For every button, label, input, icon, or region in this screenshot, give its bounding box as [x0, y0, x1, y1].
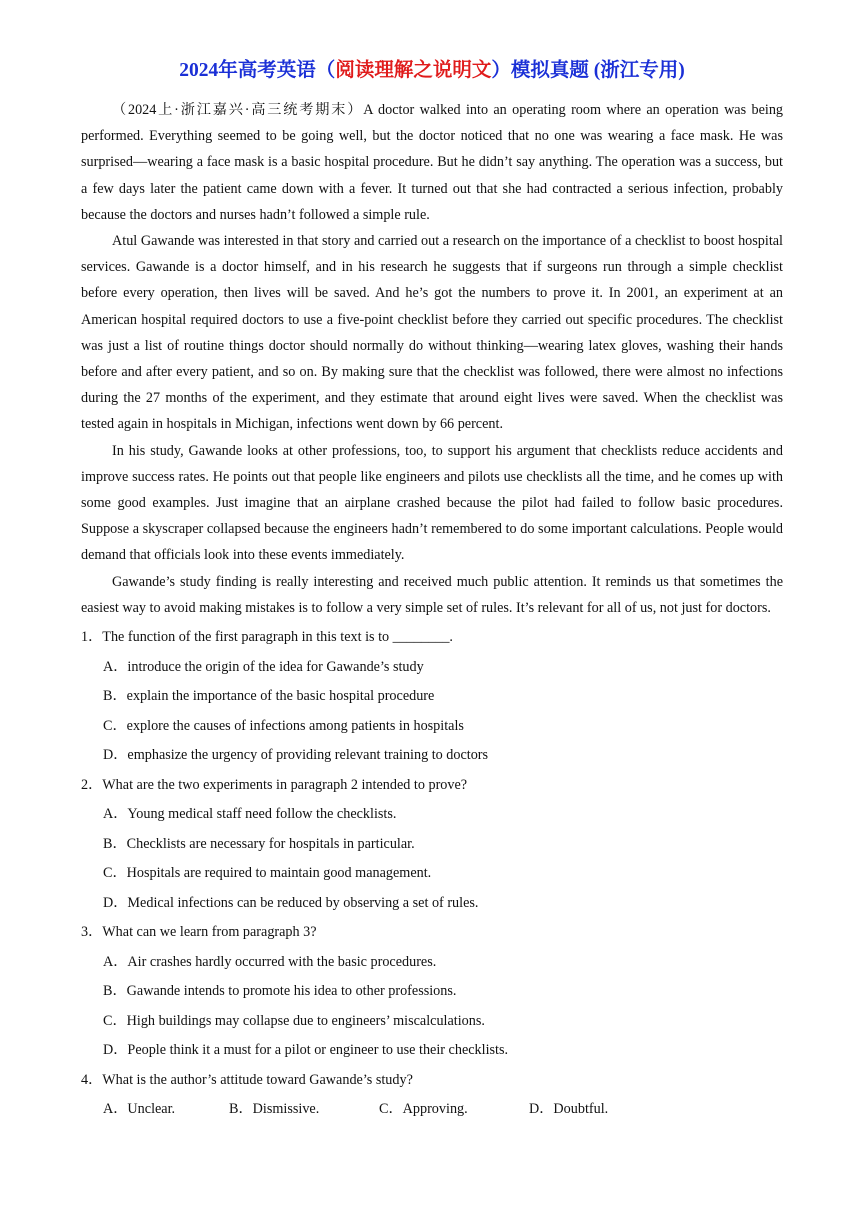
- option-d: D．Medical infections can be reduced by observing a set of rules.: [103, 894, 479, 911]
- option-a: A．Air crashes hardly occurred with the basic procedures.: [103, 953, 437, 970]
- title-part-2: 阅读理解之说明文: [335, 60, 492, 81]
- question-stem: 1．The function of the first paragraph in this text is to ________.: [81, 629, 453, 646]
- option-c: C．Hospitals are required to maintain good management.: [103, 865, 432, 882]
- option-b: B．explain the importance of the basic hospital procedure: [103, 688, 435, 705]
- paragraph-2: Atul Gawande was interested in that story and carried out a research on the importance of a checklist to boost hospital services. Gawande is a doctor himself, and in his research he suggests that if surgeons run through a simple checklist before every operation, then lives will be saved. And he’s got the numbers to prove it. In 2001, an experiment at an American hospital required doctors to use a five-point checklist before they carried out specific procedures. The checklist was just a list of routine things doctor should normally do without thinking—wearing latex gloves, washing their hands before and after every patient, and so on. By making sure that the checklist was followed, there were almost no infections during the 27 months of the experiment, and they estimate that around eight lives were saved. When the checklist was tested again in hospitals in Michigan, infections went down by 66 percent.: [81, 233, 783, 433]
- inline-option-row: [103, 1095, 783, 1125]
- paragraph-1-text: A doctor walked into an operating room where an operation was being performed. Everything seemed to be going well, but the doctor noticed that no one was wearing a face mask. He was surprised—wearing a face mask is a basic hospital procedure. But he didn’t say anything. The operation was a success, but a few days later the patient came down with a fever. It turned out that she had contracted a serious infection, probably because the doctors and nurses hadn’t followed a simple rule.: [81, 102, 784, 223]
- paragraph-1: [81, 97, 783, 228]
- reading-passage: [81, 97, 783, 621]
- option-d: D．Doubtful.: [529, 1101, 609, 1118]
- question-stem: 3．What can we learn from paragraph 3?: [81, 924, 317, 941]
- question-list: [81, 623, 783, 1125]
- option-a: A．introduce the origin of the idea for Gawande’s study: [103, 658, 424, 675]
- question-stem: 4．What is the author’s attitude toward Gawande’s study?: [81, 1071, 413, 1088]
- option-b: B．Gawande intends to promote his idea to other professions.: [103, 983, 457, 1000]
- source-label: （2024上·浙江嘉兴·高三统考期末）: [112, 102, 364, 118]
- option-a: A．Young medical staff need follow the checklists.: [103, 806, 397, 823]
- option-c: C．Approving.: [379, 1101, 468, 1118]
- question-3: [81, 918, 783, 1066]
- question-2: [81, 771, 783, 919]
- option-c: C．High buildings may collapse due to engineers’ miscalculations.: [103, 1012, 485, 1029]
- question-1: [81, 623, 783, 771]
- option-b: B．Checklists are necessary for hospitals in particular.: [103, 835, 415, 852]
- option-b: B．Dismissive.: [229, 1101, 320, 1118]
- option-d: D．emphasize the urgency of providing relevant training to doctors: [103, 747, 489, 764]
- question-stem: 2．What are the two experiments in paragraph 2 intended to prove?: [81, 776, 468, 793]
- title-part-1: 2024年高考英语（: [179, 60, 336, 81]
- option-a: A．Unclear.: [103, 1101, 176, 1118]
- option-d: D．People think it a must for a pilot or engineer to use their checklists.: [103, 1042, 509, 1059]
- option-c: C．explore the causes of infections among patients in hospitals: [103, 717, 464, 734]
- question-4: [81, 1066, 783, 1125]
- paragraph-3: In his study, Gawande looks at other professions, too, to support his argument that checklists reduce accidents and improve success rates. He points out that people like engineers and pilots use checklists all the time, and he comes up with some good examples. Just imagine that an airplane crashed because the pilot had failed to follow basic procedures. Suppose a skyscraper collapsed because the engineers hadn’t remembered to do some important calculations. People would demand that officials look into these events immediately.: [81, 442, 783, 564]
- page-title: [81, 58, 783, 84]
- title-part-3: ）模拟真题 (浙江专用): [491, 60, 685, 81]
- paragraph-4: Gawande’s study finding is really interesting and received much public attention. It reminds us that sometimes the easiest way to avoid making mistakes is to follow a very simple set of rules. It’s relevant for all of us, not just for doctors.: [81, 573, 783, 616]
